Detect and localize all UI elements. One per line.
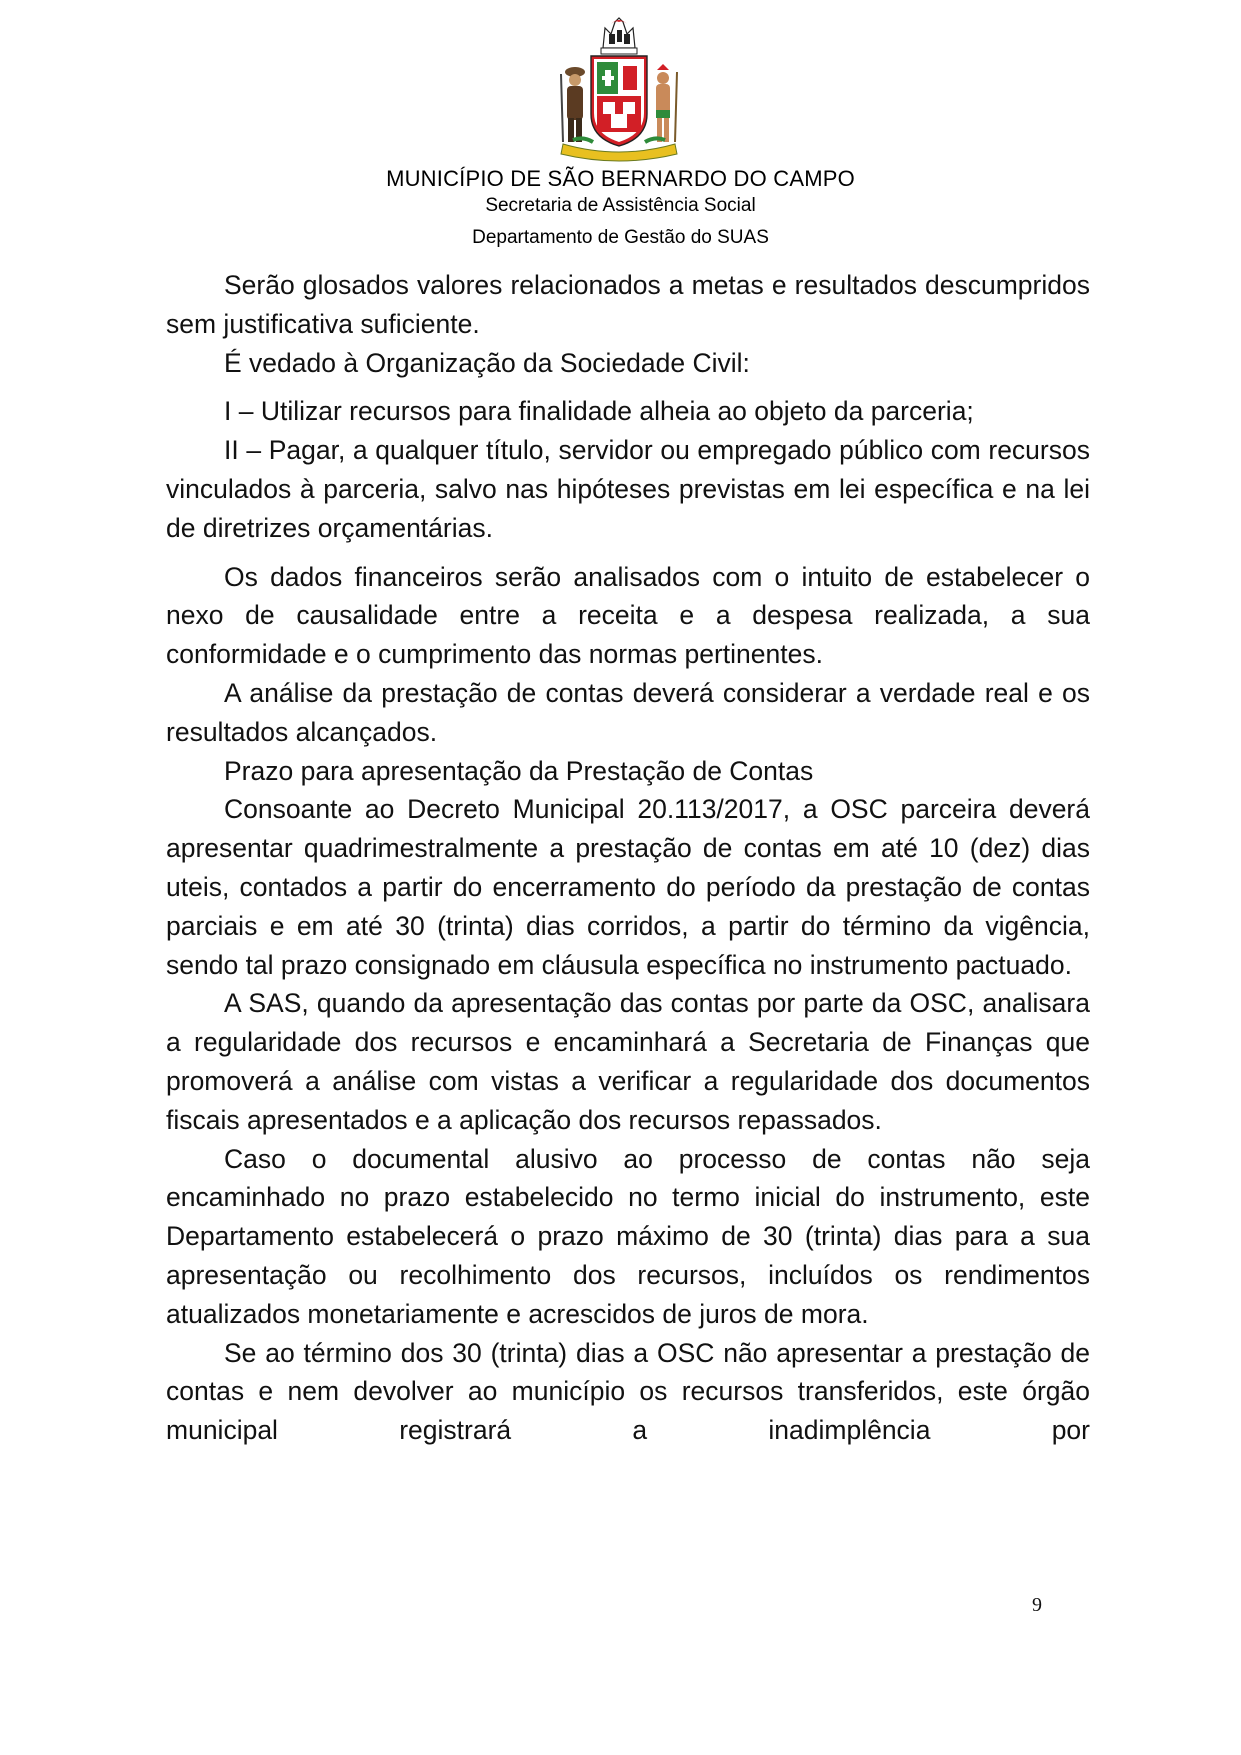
crest-right-supporter [656,64,677,142]
paragraph: Se ao término dos 30 (trinta) dias a OSC não apresentar a prestação de contas e nem devolver ao município os recursos transferidos, este órgão municipal registrará a inadimplência por [166,1337,1090,1446]
section-heading: Prazo para apresentação da Prestação de Contas [224,755,814,786]
list-item: II – Pagar, a qualquer título, servidor ou empregado público com recursos vinculados à parceria, salvo nas hipóteses previstas em lei específica e na lei de diretrizes orçamentárias. [166,435,1090,543]
secretariat-subtitle: Secretaria de Assistência Social [485,195,756,216]
crest-shield [591,56,647,146]
crest-left-supporter [561,67,585,142]
paragraph: A análise da prestação de contas deverá considerar a verdade real e os resultados alcançados. [166,677,1090,747]
paragraph: A SAS, quando da apresentação das contas por parte da OSC, analisara a regularidade dos recursos e encaminhará a Secretaria de Finanças que promoverá a análise com vistas a verificar a regularidade dos documentos fiscais apresentados e a aplicação dos recursos repassados. [166,988,1090,1135]
paragraph: Consoante ao Decreto Municipal 20.113/2017, a OSC parceira deverá apresentar quadrimestralmente a prestação de contas em até 10 (dez) dias uteis, contados a partir do encerramento do período da prestação de contas parciais e em até 30 (trinta) dias corridos, a partir do término da vigência, sendo tal prazo consignado em cláusula específica no instrumento pactuado. [166,794,1090,980]
document-body [166,266,1090,1450]
paragraph: É vedado à Organização da Sociedade Civil: [224,347,750,378]
municipality-title: MUNICÍPIO DE SÃO BERNARDO DO CAMPO [386,166,855,191]
paragraph: Serão glosados valores relacionados a metas e resultados descumpridos sem justificativa suficiente. [166,270,1090,339]
department-subtitle: Departamento de Gestão do SUAS [472,227,769,248]
list-item: I – Utilizar recursos para finalidade alheia ao objeto da parceria; [224,396,974,427]
crest-crown [601,18,637,54]
paragraph: Os dados financeiros serão analisados com o intuito de estabelecer o nexo de causalidade entre a receita e a despesa realizada, a sua conformidade e o cumprimento das normas pertinentes. [166,561,1090,670]
paragraph: Caso o documental alusivo ao processo de contas não seja encaminhado no prazo estabelecido no termo inicial do instrumento, este Departamento estabelecerá o prazo máximo de 30 (trinta) dias para a sua apresentação ou recolhimento dos recursos, incluídos os rendimentos atualizados monetariamente e acrescidos de juros de mora. [166,1143,1090,1329]
page-number: 9 [1032,1594,1042,1616]
municipal-coat-of-arms [553,14,685,162]
